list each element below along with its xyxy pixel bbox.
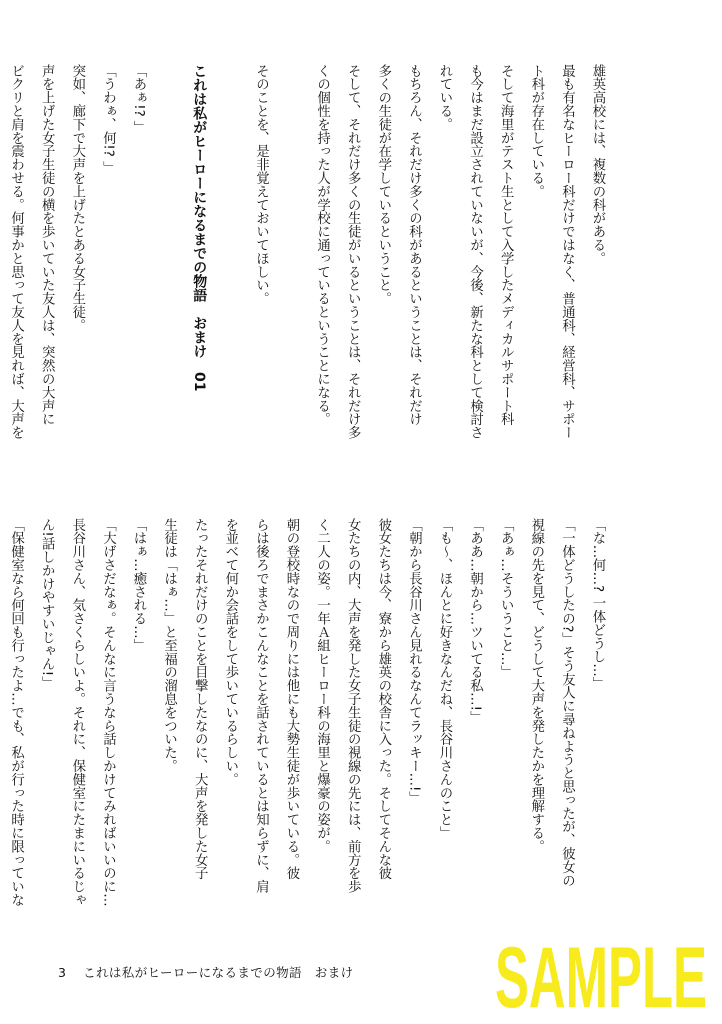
page-footer xyxy=(58,963,354,981)
text-column: らは後ろでまさかこんなことを話されているとは知らずに、肩 xyxy=(253,518,269,894)
page-number: 3 xyxy=(58,965,67,980)
text-column: 最も有名なヒーロー科だけではなく、普通科、経営科、サポー xyxy=(559,64,575,440)
text-column: 「朝から長谷川さん見れるなんてラッキー…!」 xyxy=(406,518,422,805)
text-column: 彼女たちは今、寮から雄英の校舎に入った。そしてそんな彼 xyxy=(375,518,391,880)
text-column: 「一体どうしたの?」そう友人に尋ねようと思ったが、彼女の xyxy=(559,518,575,887)
text-column: 多くの生徒が在学しているということ。 xyxy=(375,64,391,306)
text-column: 生徒は「はぁ…」と至福の溜息をついた。 xyxy=(161,518,177,773)
text-column: 視線の先を見て、どうして大声を発したかを理解する。 xyxy=(528,518,544,853)
text-column: 長谷川さん、気さくらしいよ。それに、保健室にたまにいるじゃ xyxy=(69,518,85,907)
sample-watermark-text: SAMPLE xyxy=(495,935,707,1015)
text-column: 「ああ…朝から…ツいてる私…!」 xyxy=(467,518,483,725)
text-column: く二人の姿。一年Ａ組ヒーロー科の海里と爆豪の姿が。 xyxy=(314,518,330,853)
text-column: 「あぁ…そういうこと…」 xyxy=(498,518,514,679)
text-column: 朝の登校時なので周りには他にも大勢生徒が歩いている。彼 xyxy=(283,518,299,880)
text-column: 「うわぁ、何!? 」 xyxy=(100,64,116,175)
text-column: そのことを、是非覚えておいてほしい。 xyxy=(253,64,269,306)
text-column: 女たちの内、大声を発した女子生徒の視線の先には、前方を歩 xyxy=(345,518,361,894)
text-column: たったそれだけのことを目撃したなのに、大声を発した女子 xyxy=(192,518,208,880)
text-column: ん!話しかけやすいじゃん!」 xyxy=(39,518,55,690)
text-column: 「な…何…? 一体どうし…」 xyxy=(589,518,605,691)
text-column: 「保健室なら何回も行ったよ…でも、私が行った時に限っていな xyxy=(8,518,24,907)
text-column: そして、それだけ多くの生徒がいるということは、それだけ多 xyxy=(345,64,361,440)
text-column: もちろん、それだけ多くの科があるということは、それだけ xyxy=(406,64,422,426)
text-column: 「も～、ほんとに好きなんだね、長谷川さんのこと」 xyxy=(436,518,452,840)
text-column: を並べて何か会話をして歩いているらしい。 xyxy=(222,518,238,786)
text-column: 声を上げた女子生徒の横を歩いていた友人は、突然の大声に xyxy=(39,64,55,426)
text-column: れている。 xyxy=(436,64,452,131)
text-column: も今はまだ設立されていないが、今後、新たな科として検討さ xyxy=(467,64,483,440)
chapter-heading: これは私がヒーローになるまでの物語 おまけ 01 xyxy=(191,64,208,392)
footer-title: これは私がヒーローになるまでの物語 おまけ xyxy=(83,965,354,980)
text-column: 「大げさだなぁ。そんなに言うなら話しかけてみればいいのに… xyxy=(100,518,116,907)
text-column: 「あぁ!? 」 xyxy=(130,64,146,135)
text-column: 「はぁ…癒される…」 xyxy=(130,518,146,652)
text-column: くの個性を持った人が学校に通っているということになる。 xyxy=(314,64,330,426)
text-column: ト科が存在している。 xyxy=(528,64,544,198)
text-column: 突如、廊下で大声を上げたとある女子生徒。 xyxy=(69,64,85,332)
text-column: ビクリと肩を震わせる。何事かと思って友人を見れば、大声を xyxy=(8,64,24,440)
text-column: 雄英高校には、複数の科がある。 xyxy=(589,64,605,265)
text-column: そして海里がテスト生として入学したメディカルサポート科 xyxy=(498,64,514,426)
sample-watermark xyxy=(492,935,710,1015)
